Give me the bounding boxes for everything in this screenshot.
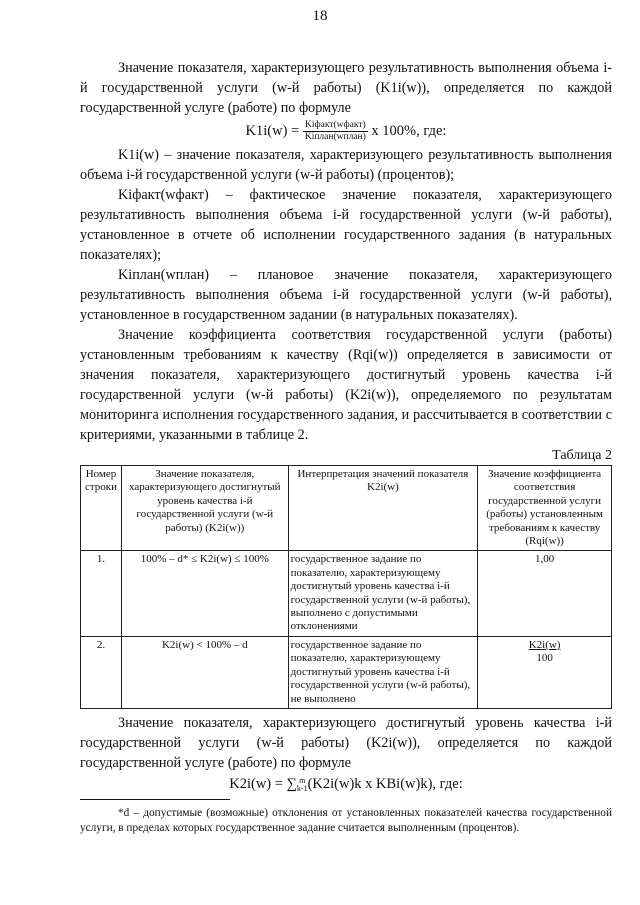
formula-k1-numerator: Kiфакт(wфакт) bbox=[303, 120, 368, 132]
formula-k1-lhs: K1i(w) = bbox=[245, 122, 303, 139]
formula-k2-body: (K2i(w)k x KBi(w)k), где: bbox=[307, 775, 463, 792]
footnote: *d – допустимые (возможные) отклонения от установленных показателей качества государственной услуги, в пределах которых государственное задание считается выполненным (процентов). bbox=[80, 807, 612, 834]
header-rq-coefficient: Значение коэффициента соответствия государственной услуги (работы) установленным требованиям к качеству (Rqi(w)) bbox=[478, 466, 612, 551]
row-number: 1. bbox=[81, 551, 122, 636]
paragraph-rq-intro: Значение коэффициента соответствия государственной услуги (работы) установленным требованиям к качеству (Rqi(w)) определяется в зависимости от значения показателя, характеризующего достигнутый уровень качества i-й государственной услуги (w-й работы) (K2i(w)), определяемого по результатам мониторинга исполнения государственного задания, и рассчитывается в соответствии с критериями, указанными в таблице 2. bbox=[80, 327, 612, 443]
header-k2-value: Значение показателя, характеризующего достигнутый уровень качества i-й государственной услуги (w-й работы) (K2i(w)) bbox=[121, 466, 288, 551]
page-body bbox=[80, 58, 612, 795]
sum-lower-limit: k-1 bbox=[296, 783, 308, 793]
definition-k1: K1i(w) – значение показателя, характеризующего результативность выполнения объема i-й государственной услуги (w-й работы) (процентов); bbox=[80, 147, 612, 183]
sum-symbol: ∑ bbox=[286, 775, 297, 792]
table-header-row bbox=[81, 466, 612, 551]
row-rq-coefficient bbox=[478, 636, 612, 708]
formula-k1-rhs: x 100%, где: bbox=[371, 122, 447, 139]
header-row-number: Номер строки bbox=[81, 466, 122, 551]
row-interpretation: государственное задание по показателю, характеризующему достигнутый уровень качества i-й государственной услуги (w-й работы), выполнено с допустимыми отклонениями bbox=[288, 551, 478, 636]
formula-k1 bbox=[80, 120, 612, 143]
formula-k2 bbox=[80, 775, 612, 793]
formula-k1-fraction bbox=[303, 120, 368, 143]
definition-kplan: Kiплан(wплан) – плановое значение показателя, характеризующего результативность выполнения объема i-й государственной услуги (w-й работы), установленное в государственном задании (в натуральных показателях). bbox=[80, 267, 612, 323]
paragraph-k2-intro: Значение показателя, характеризующего достигнутый уровень качества i-й государственной услуги (w-й работы) (K2i(w)), определяется по каждой государственной услуге (работе) по формуле bbox=[80, 714, 612, 771]
criteria-table bbox=[80, 465, 612, 709]
rq-fraction-numerator: K2i(w) bbox=[528, 638, 561, 651]
table-caption: Таблица 2 bbox=[552, 448, 612, 463]
row-k2-value: K2i(w) < 100% – d bbox=[121, 636, 288, 708]
sum-limits bbox=[297, 777, 308, 793]
row-rq-coefficient: 1,00 bbox=[478, 551, 612, 636]
row-k2-value: 100% – d* ≤ K2i(w) ≤ 100% bbox=[121, 551, 288, 636]
definition-kfact: Kiфакт(wфакт) – фактическое значение показателя, характеризующего результативность выполнения объема i-й государственной услуги (w-й работы), установленное в отчете об исполнении государственного задания (в натуральных показателях); bbox=[80, 187, 612, 263]
footnote-separator bbox=[80, 799, 230, 800]
formula-k1-denominator: Kiплан(wплан) bbox=[304, 132, 366, 142]
table-row bbox=[81, 636, 612, 708]
row-interpretation: государственное задание по показателю, характеризующему достигнутый уровень качества i-й государственной услуги (w-й работы), не выполнено bbox=[288, 636, 478, 708]
sum-upper-limit: m bbox=[299, 775, 306, 785]
page-number: 18 bbox=[312, 8, 328, 24]
paragraph-k1-intro: Значение показателя, характеризующего результативность выполнения объема i-й государственной услуги (w-й работы) (K1i(w)), определяется по каждой государственной услуге (работе) по формуле bbox=[80, 60, 612, 116]
table-row bbox=[81, 551, 612, 636]
header-interpretation: Интерпретация значений показателя K2i(w) bbox=[288, 466, 478, 551]
rq-fraction-denominator: 100 bbox=[536, 652, 553, 665]
row-number: 2. bbox=[81, 636, 122, 708]
formula-k2-lhs: K2i(w) = bbox=[229, 775, 287, 792]
